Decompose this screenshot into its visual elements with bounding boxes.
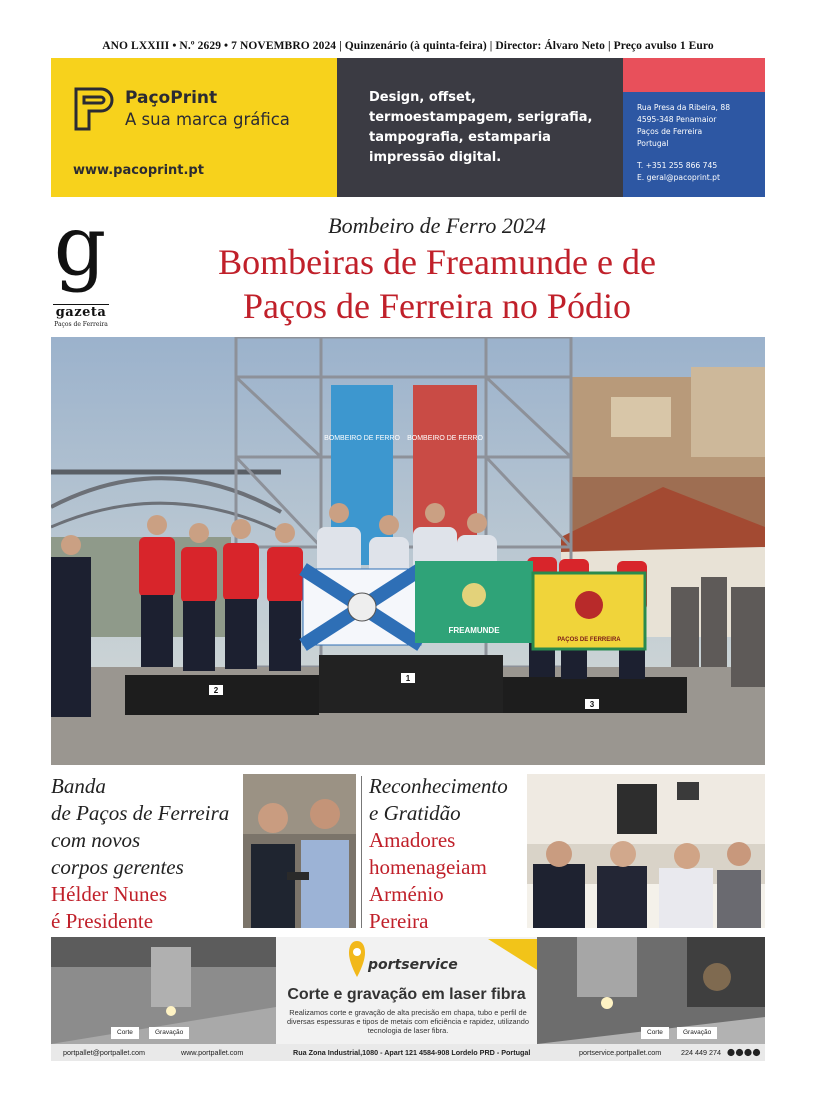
ad-bottom-brand: portservice <box>368 957 458 973</box>
story-line: e Gratidão <box>369 801 461 825</box>
ad-center-panel <box>276 937 537 1044</box>
ad-services-panel <box>337 58 623 197</box>
ad-bottom-site[interactable]: portservice.portpallet.com <box>579 1048 662 1057</box>
flag-freamunde-text: FREAMUNDE <box>448 626 500 635</box>
podium-scene-image <box>51 337 765 765</box>
ad-bottom-email[interactable]: portpallet@portpallet.com <box>63 1048 146 1057</box>
lead-photo[interactable] <box>51 337 765 765</box>
gazeta-logo-name: gazeta <box>55 305 107 320</box>
ad-tagline: A sua marca gráfica <box>125 110 290 129</box>
portservice-ad[interactable] <box>51 937 765 1061</box>
ad-tag: Gravação <box>677 1027 717 1039</box>
story-banda[interactable] <box>51 773 246 935</box>
banner-right-text: BOMBEIRO DE FERRO <box>407 435 483 442</box>
story-line: corpos gerentes <box>51 855 184 879</box>
podium-second: 2 <box>213 686 219 695</box>
story-highlight: Arménio <box>369 882 444 906</box>
flag-pacos-text: PAÇOS DE FERREIRA <box>557 637 621 643</box>
headline-line: Paços de Ferreira no Pódio <box>243 286 631 326</box>
headline-line: Bombeiras de Freamunde e de <box>218 242 656 282</box>
banda-photo[interactable] <box>243 774 356 928</box>
ad-bottom-address: Rua Zona Industrial,1080 - Apart 121 4584-908 Lordelo PRD - Portugal <box>293 1048 531 1057</box>
ad-brand-panel <box>51 58 337 197</box>
lead-kicker: Bombeiro de Ferro 2024 <box>328 213 546 238</box>
ad-brand-name: PaçoPrint <box>125 88 218 108</box>
gazeta-logo-letter: g <box>53 199 107 294</box>
ad-contact-panel <box>623 58 765 197</box>
story-highlight: Hélder Nunes <box>51 882 168 906</box>
ad-bottom-web[interactable]: www.portpallet.com <box>181 1048 244 1057</box>
column-divider <box>361 776 362 928</box>
ad-url[interactable]: www.pacoprint.pt <box>73 163 204 178</box>
ad-services: Design, offset, termoestampagem, serigrafia, tampografia, estamparia impressão digital. <box>369 90 593 165</box>
story-line: com novos <box>51 828 141 852</box>
amadores-photo[interactable] <box>527 774 765 928</box>
pacoprint-ad[interactable] <box>51 58 765 197</box>
story-amadores[interactable] <box>369 773 529 935</box>
ad-email[interactable]: E. geral@pacoprint.pt <box>637 173 720 182</box>
story-line: Reconhecimento <box>369 774 508 798</box>
ad-bottom-description: Realizamos corte e gravação de alta precisão em chapa, tubo e perfil de diversas espessuras e tipos de metais com eficiência e rapidez, utilizando tecnologia de laser fibra. <box>287 1008 529 1035</box>
masthead-info: ANO LXXIII • N.º 2629 • 7 NOVEMBRO 2024 | Quinzenário (à quinta-feira) | Director: Álvaro Neto | Preço avulso 1 Euro <box>102 40 714 52</box>
ad-blue-panel <box>623 92 765 197</box>
social-icons[interactable] <box>727 1048 761 1057</box>
podium-third: 3 <box>589 700 595 709</box>
story-highlight: homenageiam <box>369 855 487 879</box>
ad-tag: Corte <box>641 1027 669 1039</box>
two-men-image <box>243 774 356 928</box>
ad-tag: Gravação <box>149 1027 189 1039</box>
lead-headline[interactable] <box>122 240 752 328</box>
portservice-logo-icon <box>348 939 366 979</box>
banner-left-text: BOMBEIRO DE FERRO <box>324 435 400 442</box>
ad-address-line: Paços de Ferreira <box>637 127 703 136</box>
story-highlight: Amadores <box>369 828 456 852</box>
pacoprint-logo-icon <box>73 86 115 132</box>
ad-address-line: 4595-348 Penamaior <box>637 115 717 124</box>
ad-red-strip <box>623 58 765 92</box>
dinner-table-image <box>527 774 765 928</box>
ad-phone[interactable]: T. +351 255 866 745 <box>637 161 718 170</box>
gazeta-logo-subtitle: Paços de Ferreira <box>54 321 108 328</box>
ad-address-line: Rua Presa da Ribeira, 88 <box>637 103 731 112</box>
story-highlight: Pereira <box>369 909 429 933</box>
story-line: de Paços de Ferreira <box>51 801 230 825</box>
story-line: Banda <box>51 774 106 798</box>
ad-tag: Corte <box>111 1027 139 1039</box>
podium-first: 1 <box>405 674 411 683</box>
quote-badge-icon <box>488 939 542 973</box>
ad-bottom-title: Corte e gravação em laser fibra <box>287 986 526 1003</box>
ad-contact-bar <box>51 1044 765 1061</box>
ad-bottom-phone[interactable]: 224 449 274 <box>681 1048 721 1057</box>
story-highlight: é Presidente <box>51 909 154 933</box>
ad-address-line: Portugal <box>637 139 669 148</box>
